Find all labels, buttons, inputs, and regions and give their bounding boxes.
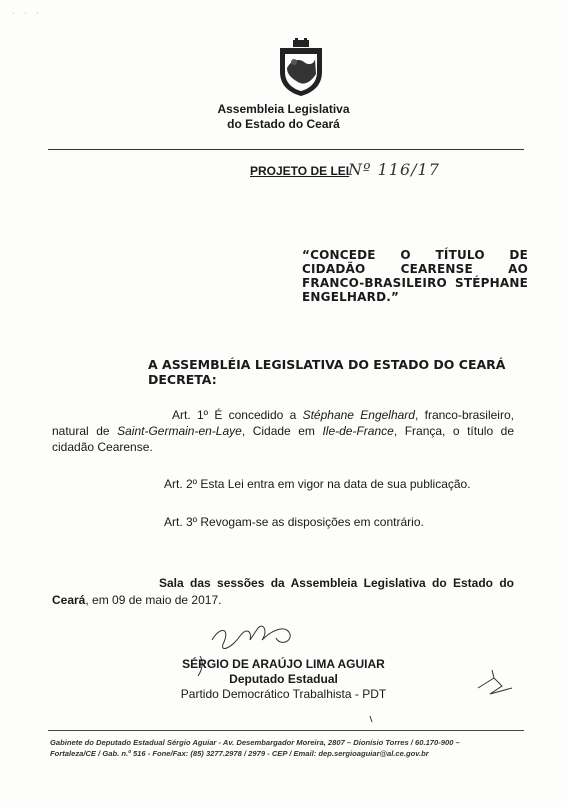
footer-line1: Gabinete do Deputado Estadual Sérgio Aguiar - Av. Desembargador Moreira, 2807 – Dionísio Torres / 60.170-900 –	[50, 738, 460, 747]
signer-party: Partido Democrático Trabalhista - PDT	[180, 687, 387, 701]
footer-line2: Fortaleza/CE / Gab. n.º 516 - Fone/Fax: (85) 3277.2978 / 2979 - CEP / Email: dep.sergioaguiar@al.ce.gov.br	[50, 749, 429, 758]
footer-divider	[48, 730, 524, 731]
signer-role: Deputado Estadual	[229, 672, 338, 686]
art1-suffix: , França, o título de cidadão Cearense.	[52, 424, 514, 454]
closing-paragraph	[52, 575, 514, 609]
art1-name: Stéphane Engelhard	[302, 408, 415, 422]
sala-text: Sala das sessões da Assembleia Legislativa do Estado do	[159, 576, 514, 590]
article-1	[52, 407, 514, 455]
ementa: “CONCEDE O TÍTULO DE CIDADÃO CEARENSE AO FRANCO-BRASILEIRO STÉPHANE ENGELHARD.”	[302, 248, 528, 304]
art1-mid2: , Cidade em	[241, 424, 323, 438]
projeto-label: PROJETO DE LEI	[250, 164, 350, 178]
article-2: Art. 2º Esta Lei entra em vigor na data de sua publicação.	[164, 477, 471, 491]
handwritten-bill-number: Nº 116/17	[348, 160, 440, 179]
art1-prefix: Art. 1º É concedido a	[172, 408, 303, 422]
coat-of-arms-icon	[276, 38, 326, 96]
decreta-heading: A ASSEMBLÉIA LEGISLATIVA DO ESTADO DO CEARÁ DECRETA:	[148, 357, 506, 387]
article-3: Art. 3º Revogam-se as disposições em contrário.	[164, 515, 424, 529]
header-divider	[48, 149, 524, 150]
art1-region: Ile-de-France	[322, 424, 394, 438]
institution-line2: do Estado do Ceará	[227, 117, 340, 131]
signer-name: SÉRGIO DE ARAÚJO LIMA AGUIAR	[182, 657, 385, 671]
art1-mid: , franco-brasileiro, natural de	[52, 408, 514, 438]
art1-place: Saint-Germain-en-Laye	[117, 424, 242, 438]
institution-line1: Assembleia Legislativa	[217, 102, 350, 116]
scan-specks: · · ·	[12, 10, 43, 17]
date-text: , em 09 de maio de 2017.	[85, 593, 222, 607]
ceara-text: Ceará	[52, 593, 86, 607]
